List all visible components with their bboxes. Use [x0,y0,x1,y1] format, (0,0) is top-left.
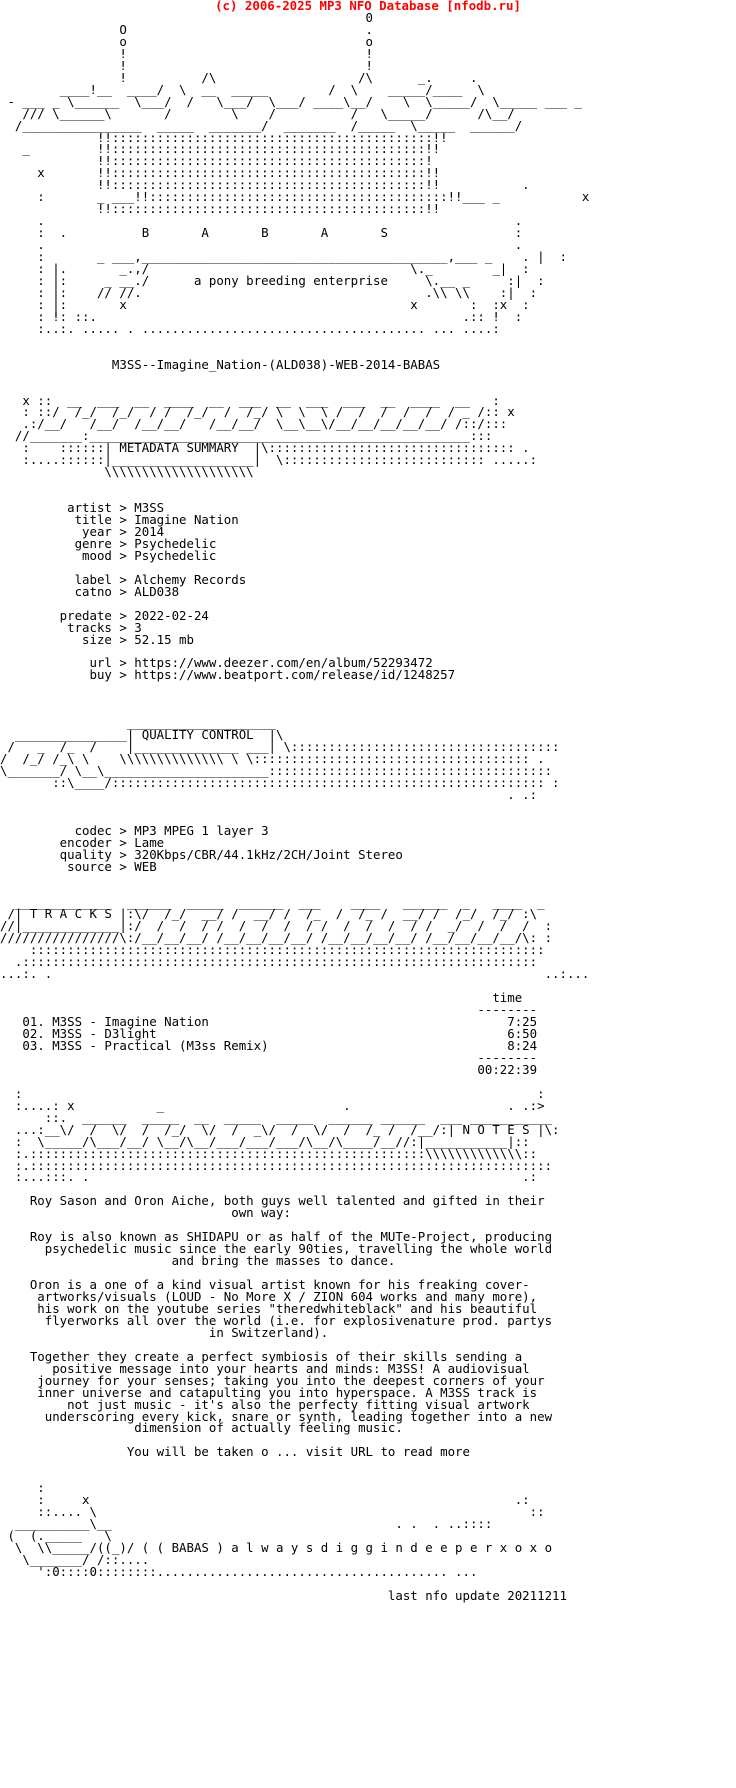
nfo-content: 0 O . o o ! ! ! ! ! /\ /\ _. . ____!__ ____/ \ __ _____ / \ _____/____ \ - ___ _ \______ \___/ / \___/ \___/ ____\__/ \ \_____/ \_____ ___ _ /// \______\ / \ / / \_____/ /\__/ /________________ _____ _______/ _______ /_____ \_____ ______/ !!:::::::::::::::::::::::::::::::::::::::::::!! _ !!::::::::::::::::::::::::::::::::::::::::::!! !!::::::::::::::::::::::::::::::::::::::::::! x !!::::::::::::::::::::::::::::::::::::::::::!! !!::::::::::::::::::::::::::::::::::::::::::!! . : _ ___!!::::::::::::::::::::::::::::::::::::::::!!___ _ x !!::::::::::::::::::::::::::::::::::::::::::!! . . : . B A B A S : . . : _ ___,_________________________________________,___ _ . | : : |. _.,/ \._ _| : : |: _ __./ a pony breeding enterprise \.__ _ :| : : |: // //. .\\ \\ :| : : |: x x : :x : : !: ::. .:: ! : :..:. ..... . ...................................... ... ....: M3SS--Imagine_Nation-(ALD038)-WEB-2014-BABAS x :: __ ___ __ ____ __ ___ __ ___ ___ __ ____ __ : : ::/ /_/ /_/ / / /_/ / /_/ \ \ \ / / / / / / _ /:: x .:/__/ /__/ /__/__/ /__/__/ \__\__\/__/__/__/__/__/ /::/::: //_______:___________________________________________________::: : ::::::| METADATA SUMMARY |\::::::::::::::::::::::::::::::::: . :....::::::|___________________| \::::::::::::::::::::::::::: .....: \\\\\\\\\\\\\\\\\\\\ artist > M3SS title > Imagine Nation year > 2014 genre > Psychedelic mood > Psychedelic label > Alchemy Records catno > ALD038 predate > 2022-02-24 tracks > 3 size > 52.15 mb url > https://www.deezer.com/en/album/52293472 buy > https://www.beatport.com/release/id/1248257 ____________________ _______________| QUALITY CONTROL |\ / _ /_ / |______________ ___| \:::::::::::::::::::::::::::::::::::: / /_/ /_\ \ \\\\\\\\\\\\\\ \ \::::::::::::::::::::::::::::::::::::: . \_______/ \__\______________________:::::::::::::::::::::::::::::::::::::: ::\____/:::::::::::::::::::::::::::::::::::::::::::::::::::::::::: : . .: codec > MP3 MPEG 1 layer 3 encoder > Lame quality > 320Kbps/CBR/44.1kHz/2CH/Joint Stereo source > WEB _____________ ______ _____ ______ ___ ____ ______ _ ____ _ /| T R A C K S |:\/ /_/ __/ / __/ / /_ / /_ / __/ / /_/ /_/ :\ //|_____________|:/ / / / / / / / / / / / / / / _/ / / / : ////////////////\:/__/__/__/ /__/__/__/__/ /__/__/__/__/ /__/__/__/__/\: : ::::::::::::::::::::::::::::::::::::::::::::::::::::::::::::::::::::: .::::::::::::::::::::::::::::::::::::::::::::::::::::::::::::::::::::: ...:. . ..:... time -------- 01. M3SS - Imagine Nation 7:25 02. M3SS - D3light 6:50 03. M3SS - Practical (M3ss Remix) 8:24 -------- 00:22:39 : : :....: x _ . . .:> ::. ______ _____ __ _____ _____ ______ ______ ___ ___________ ...:__\/ / \/ / /_/ \/ / _\/ / \/ / /_ / /__/:| N O T E S |\: : \_____/\___/__/ \__/\__/___/___/___/\__/\____/__//:|___________|:: :.:::::::::::::::::::::::::::::::::::::::::::::::::::::\\\\\\\\\\\\\:: :.:::::::::::::::::::::::::::::::::::::::::::::::::::::::::::::::::::::: :...:::. . .: Roy Sason and Oron Aiche, both guys well talented and gifted in their own way: Roy is also known as SHIDAPU or as half of the MUTe-Project, producing psychedelic music since the early 90ties, travelling the whole world and bring the masses to dance. Oron is a one of a kind visual artist known for his freaking cover- artworks/visuals (LOUD - No More X / ZION 604 works and many more), his work on the youtube series "theredwhiteblack" and his beautiful flyerworks all over the world (i.e. for explosivenature prod. partys in Switzerland). Together they create a perfect symbiosis of their skills sending a positive message into your hearts and minds: M3SS! A audiovisual journey for your senses; taking you into the deepest corners of your inner universe and catapulting you into hyperspace. A M3SS track is not just music - it's also the perfecty fitting visual artwork underscoring every kick, snare or synth, leading together into a new dimension of actually feeling music. You will be taken o ... visit URL to read more : : x .: ::.... \ :: __________\__ . . . ..:::: ( (._____ \ \ \\_____/((_)/ ( ( BABAS ) a l w a y s d i g g i n d e e p e r x o x o \_______/ /::.... ':0::::0::::::::....................................... ... last nfo update 20211211 [0,10,590,1603]
copyright-header: (c) 2006-2025 MP3 NFO Database [nfodb.ru] [215,0,521,13]
